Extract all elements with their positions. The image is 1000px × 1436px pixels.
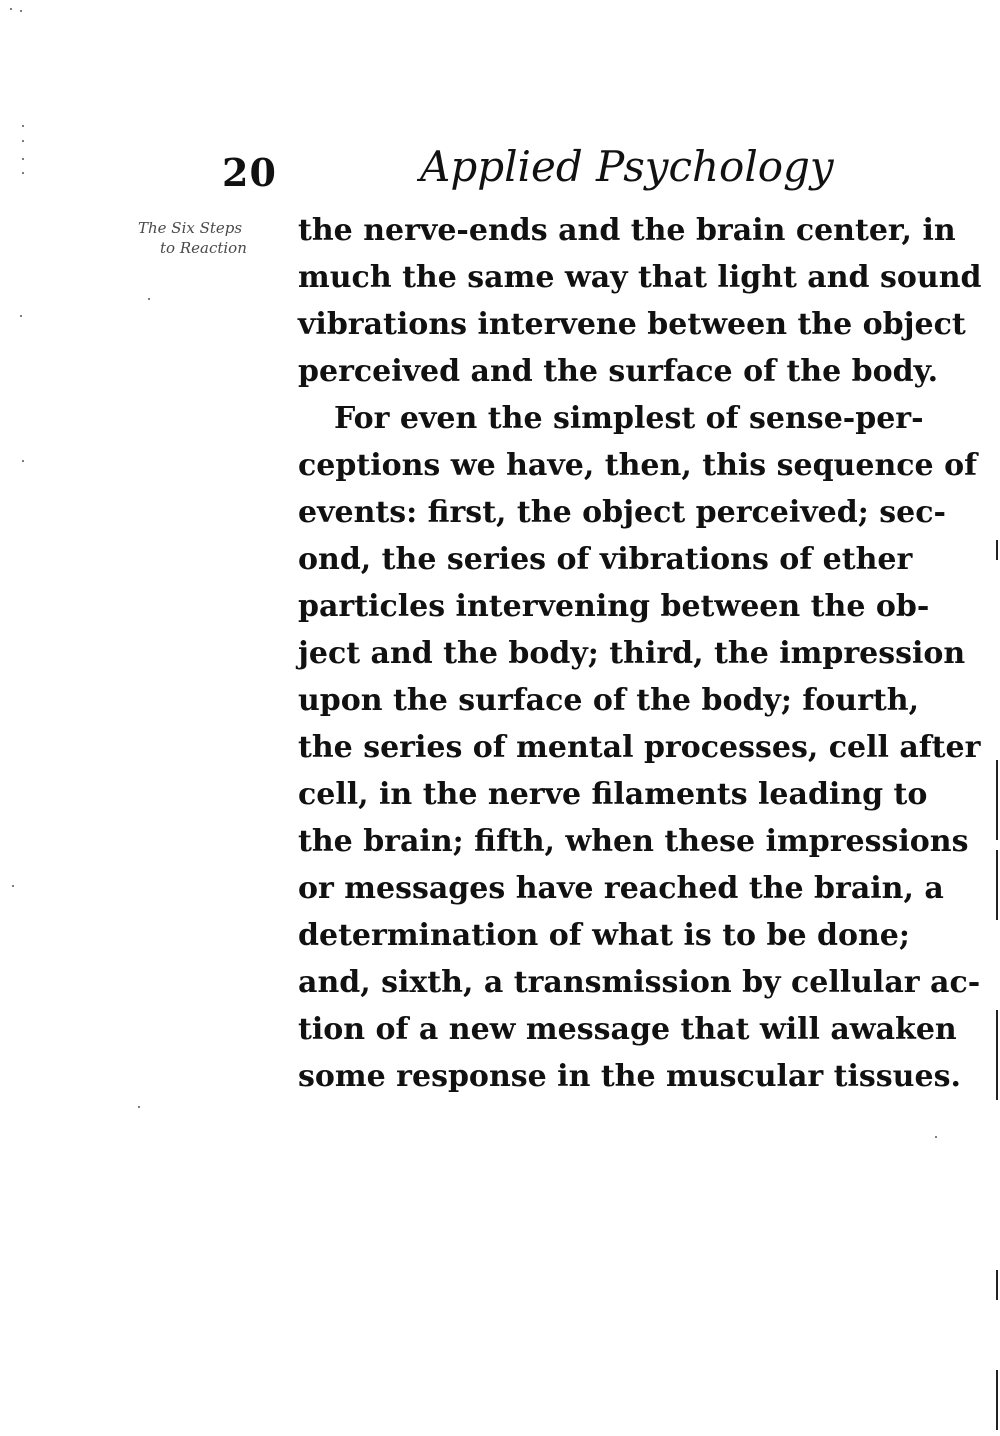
- text-line: ject and the body; third, the impression: [298, 636, 966, 671]
- text-line: or messages have reached the brain, a: [298, 871, 944, 906]
- scan-speck: [22, 460, 24, 462]
- text-line: the brain; fifth, when these impressions: [298, 824, 969, 859]
- scan-edge-line: [996, 760, 998, 840]
- scan-speck: [20, 315, 22, 317]
- scan-speck: [20, 10, 22, 12]
- text-line: For even the simplest of sense-per-: [334, 401, 924, 436]
- scan-speck: [12, 885, 14, 887]
- scan-edge-line: [996, 1010, 998, 1100]
- text-line: determination of what is to be done;: [298, 918, 910, 953]
- scan-edge-line: [996, 1370, 998, 1430]
- text-line: upon the surface of the body; fourth,: [298, 683, 920, 718]
- margin-note-line-1: The Six Steps: [138, 219, 243, 237]
- page-number: 20: [222, 150, 277, 195]
- scan-speck: [10, 8, 12, 10]
- scan-edge-line: [996, 850, 998, 920]
- text-line: perceived and the surface of the body.: [298, 354, 939, 389]
- text-line: some response in the muscular tissues.: [298, 1059, 961, 1094]
- scan-speck: [22, 172, 24, 174]
- paragraph-2: [298, 395, 981, 1100]
- scan-speck: [22, 125, 24, 127]
- text-line: ond, the series of vibrations of ether: [298, 542, 913, 577]
- body-text: [298, 207, 982, 1100]
- text-line: much the same way that light and sound: [298, 260, 982, 295]
- margin-note-line-2: to Reaction: [160, 239, 247, 257]
- scan-speck: [22, 140, 24, 142]
- running-head-title: Applied Psychology: [420, 142, 834, 191]
- scan-speck: [138, 1106, 140, 1108]
- text-line: ceptions we have, then, this sequence of: [298, 448, 977, 483]
- scan-speck: [148, 298, 150, 300]
- text-line: events: first, the object perceived; sec-: [298, 495, 946, 530]
- text-line: the nerve-ends and the brain center, in: [298, 213, 956, 248]
- scan-edge-line: [996, 540, 998, 560]
- scan-speck: [935, 1136, 937, 1138]
- margin-note: [138, 218, 288, 258]
- text-line: tion of a new message that will awaken: [298, 1012, 957, 1047]
- scan-edge-line: [996, 1270, 998, 1300]
- text-line: the series of mental processes, cell after: [298, 730, 981, 765]
- text-line: cell, in the nerve filaments leading to: [298, 777, 928, 812]
- text-line: and, sixth, a transmission by cellular ac-: [298, 965, 981, 1000]
- scan-speck: [22, 158, 24, 160]
- text-line: particles intervening between the ob-: [298, 589, 930, 624]
- paragraph-1: [298, 207, 982, 395]
- text-line: vibrations intervene between the object: [298, 307, 966, 342]
